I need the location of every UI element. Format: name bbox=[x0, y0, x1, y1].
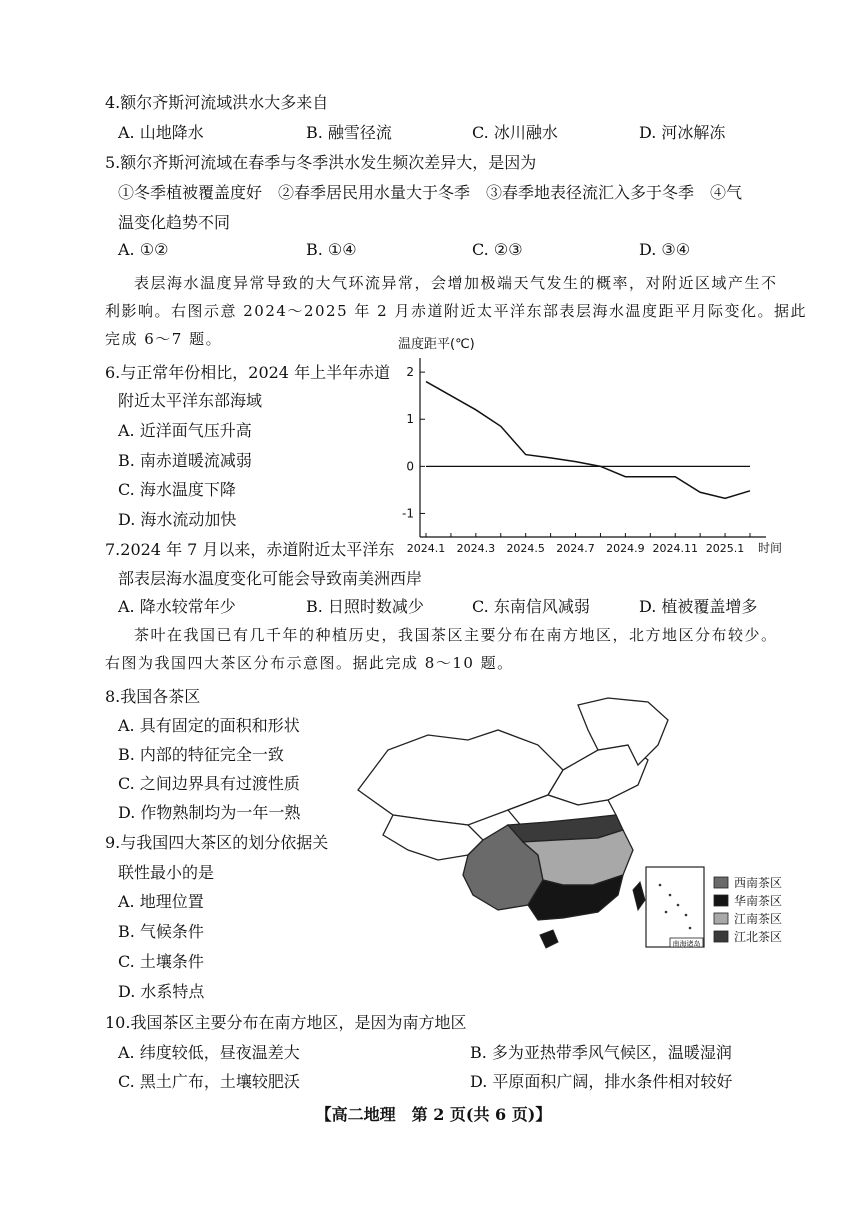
chart-y-axis-label: 温度距平(℃) bbox=[398, 337, 475, 352]
q8-option-b: B. 内部的特征完全一致 bbox=[118, 745, 284, 764]
q8-option-d: D. 作物熟制均为一年一熟 bbox=[118, 803, 301, 822]
x-tick-label: 2024.9 bbox=[606, 542, 645, 555]
legend-swatch-jiangbei bbox=[714, 931, 728, 942]
q9-option-d: D. 水系特点 bbox=[118, 982, 205, 1001]
q10-option-d: D. 平原面积广阔，排水条件相对较好 bbox=[470, 1072, 733, 1091]
q10-option-c: C. 黑土广布，土壤较肥沃 bbox=[118, 1072, 300, 1091]
q5-choices-line2: 温变化趋势不同 bbox=[118, 213, 231, 232]
y-tick-label: 0 bbox=[406, 459, 414, 474]
q6-option-a: A. 近洋面气压升高 bbox=[118, 421, 252, 440]
material-6-7-line3: 完成 6～7 题。 bbox=[105, 330, 223, 348]
legend-label-jiangnan: 江南茶区 bbox=[734, 912, 783, 926]
material-8-10-line1: 茶叶在我国已有几千年的种植历史，我国茶区主要分布在南方地区，北方地区分布较少。 bbox=[134, 626, 778, 644]
y-tick-label: -1 bbox=[402, 506, 414, 521]
q7-option-d: D. 植被覆盖增多 bbox=[639, 597, 758, 616]
q5-option-c: C. ②③ bbox=[472, 240, 523, 259]
q5-option-d: D. ③④ bbox=[639, 240, 691, 259]
legend-swatch-southwest bbox=[714, 877, 728, 888]
legend-label-jiangbei: 江北茶区 bbox=[734, 930, 783, 944]
q9-option-b: B. 气候条件 bbox=[118, 922, 204, 941]
x-tick-label: 2024.1 bbox=[406, 542, 446, 555]
x-tick-label: 2024.3 bbox=[456, 542, 496, 555]
x-tick-label: 2025.1 bbox=[705, 542, 745, 555]
q6-option-b: B. 南赤道暖流减弱 bbox=[118, 451, 252, 470]
q5-choices-line1: ①冬季植被覆盖度好 ②春季居民用水量大于冬季 ③春季地表径流汇入多于冬季 ④气 bbox=[118, 183, 743, 202]
q6-option-c: C. 海水温度下降 bbox=[118, 480, 236, 499]
x-tick-label: 2024.11 bbox=[652, 542, 698, 555]
material-6-7-line2: 利影响。右图示意 2024～2025 年 2 月赤道附近太平洋东部表层海水温度距平月际变化。据此 bbox=[105, 302, 807, 320]
q8-option-c: C. 之间边界具有过渡性质 bbox=[118, 774, 300, 793]
q10-option-b: B. 多为亚热带季风气候区，温暖湿润 bbox=[470, 1043, 732, 1062]
x-tick-label: 2024.7 bbox=[556, 542, 595, 555]
q6-stem-line1: 6.与正常年份相比，2024 年上半年赤道 bbox=[105, 363, 391, 382]
q7-option-b: B. 日照时数减少 bbox=[306, 597, 424, 616]
q6-option-d: D. 海水流动加快 bbox=[118, 510, 237, 529]
map-legend bbox=[714, 875, 782, 944]
q9-stem-line1: 9.与我国四大茶区的划分依据关 bbox=[105, 833, 329, 852]
page-footer: 【高二地理 第 2 页(共 6 页)】 bbox=[315, 1105, 552, 1124]
q5-option-a: A. ①② bbox=[118, 240, 169, 259]
q7-stem-line1: 7.2024 年 7 月以来，赤道附近太平洋东 bbox=[105, 540, 395, 559]
chart-x-axis-label: 时间 bbox=[758, 541, 783, 555]
legend-label-huanan: 华南茶区 bbox=[734, 894, 783, 908]
legend-swatch-jiangnan bbox=[714, 913, 728, 924]
q6-stem-line2: 附近太平洋东部海域 bbox=[118, 391, 263, 410]
map-south-sea-inset bbox=[646, 867, 704, 947]
y-tick-label: 1 bbox=[406, 412, 414, 427]
q4-option-c: C. 冰川融水 bbox=[472, 123, 558, 142]
q8-option-a: A. 具有固定的面积和形状 bbox=[118, 716, 300, 735]
q7-stem-line2: 部表层海水温度变化可能会导致南美洲西岸 bbox=[118, 569, 423, 588]
material-8-10-line2: 右图为我国四大茶区分布示意图。据此完成 8～10 题。 bbox=[105, 654, 514, 672]
q4-option-a: A. 山地降水 bbox=[118, 123, 204, 142]
q9-option-a: A. 地理位置 bbox=[118, 892, 204, 911]
temperature-anomaly-chart bbox=[390, 330, 800, 560]
q9-stem-line2: 联性最小的是 bbox=[118, 863, 215, 882]
y-tick-label: 2 bbox=[406, 365, 414, 380]
q5-option-b: B. ①④ bbox=[306, 240, 357, 259]
q5-stem: 5.额尔齐斯河流域在春季与冬季洪水发生频次差异大，是因为 bbox=[105, 153, 537, 172]
tea-region-map bbox=[348, 690, 798, 960]
material-6-7-line1: 表层海水温度异常导致的大气环流异常，会增加极端天气发生的概率，对附近区域产生不 bbox=[134, 274, 778, 292]
q10-option-a: A. 纬度较低，昼夜温差大 bbox=[118, 1043, 300, 1062]
q4-stem: 4.额尔齐斯河流域洪水大多来自 bbox=[105, 93, 329, 112]
q7-option-a: A. 降水较常年少 bbox=[118, 597, 236, 616]
legend-label-southwest: 西南茶区 bbox=[734, 876, 783, 890]
q9-option-c: C. 土壤条件 bbox=[118, 952, 204, 971]
legend-swatch-huanan bbox=[714, 895, 728, 906]
series-line-anomaly bbox=[426, 382, 750, 499]
q10-stem: 10.我国茶区主要分布在南方地区，是因为南方地区 bbox=[105, 1013, 467, 1032]
q8-stem: 8.我国各茶区 bbox=[105, 687, 201, 706]
q7-option-c: C. 东南信风减弱 bbox=[472, 597, 590, 616]
q4-option-b: B. 融雪径流 bbox=[306, 123, 392, 142]
map-hainan bbox=[540, 930, 558, 948]
q4-option-d: D. 河冰解冻 bbox=[639, 123, 726, 142]
inset-label: 南海诸岛 bbox=[672, 940, 701, 948]
map-taiwan bbox=[633, 882, 645, 910]
x-tick-label: 2024.5 bbox=[506, 542, 545, 555]
